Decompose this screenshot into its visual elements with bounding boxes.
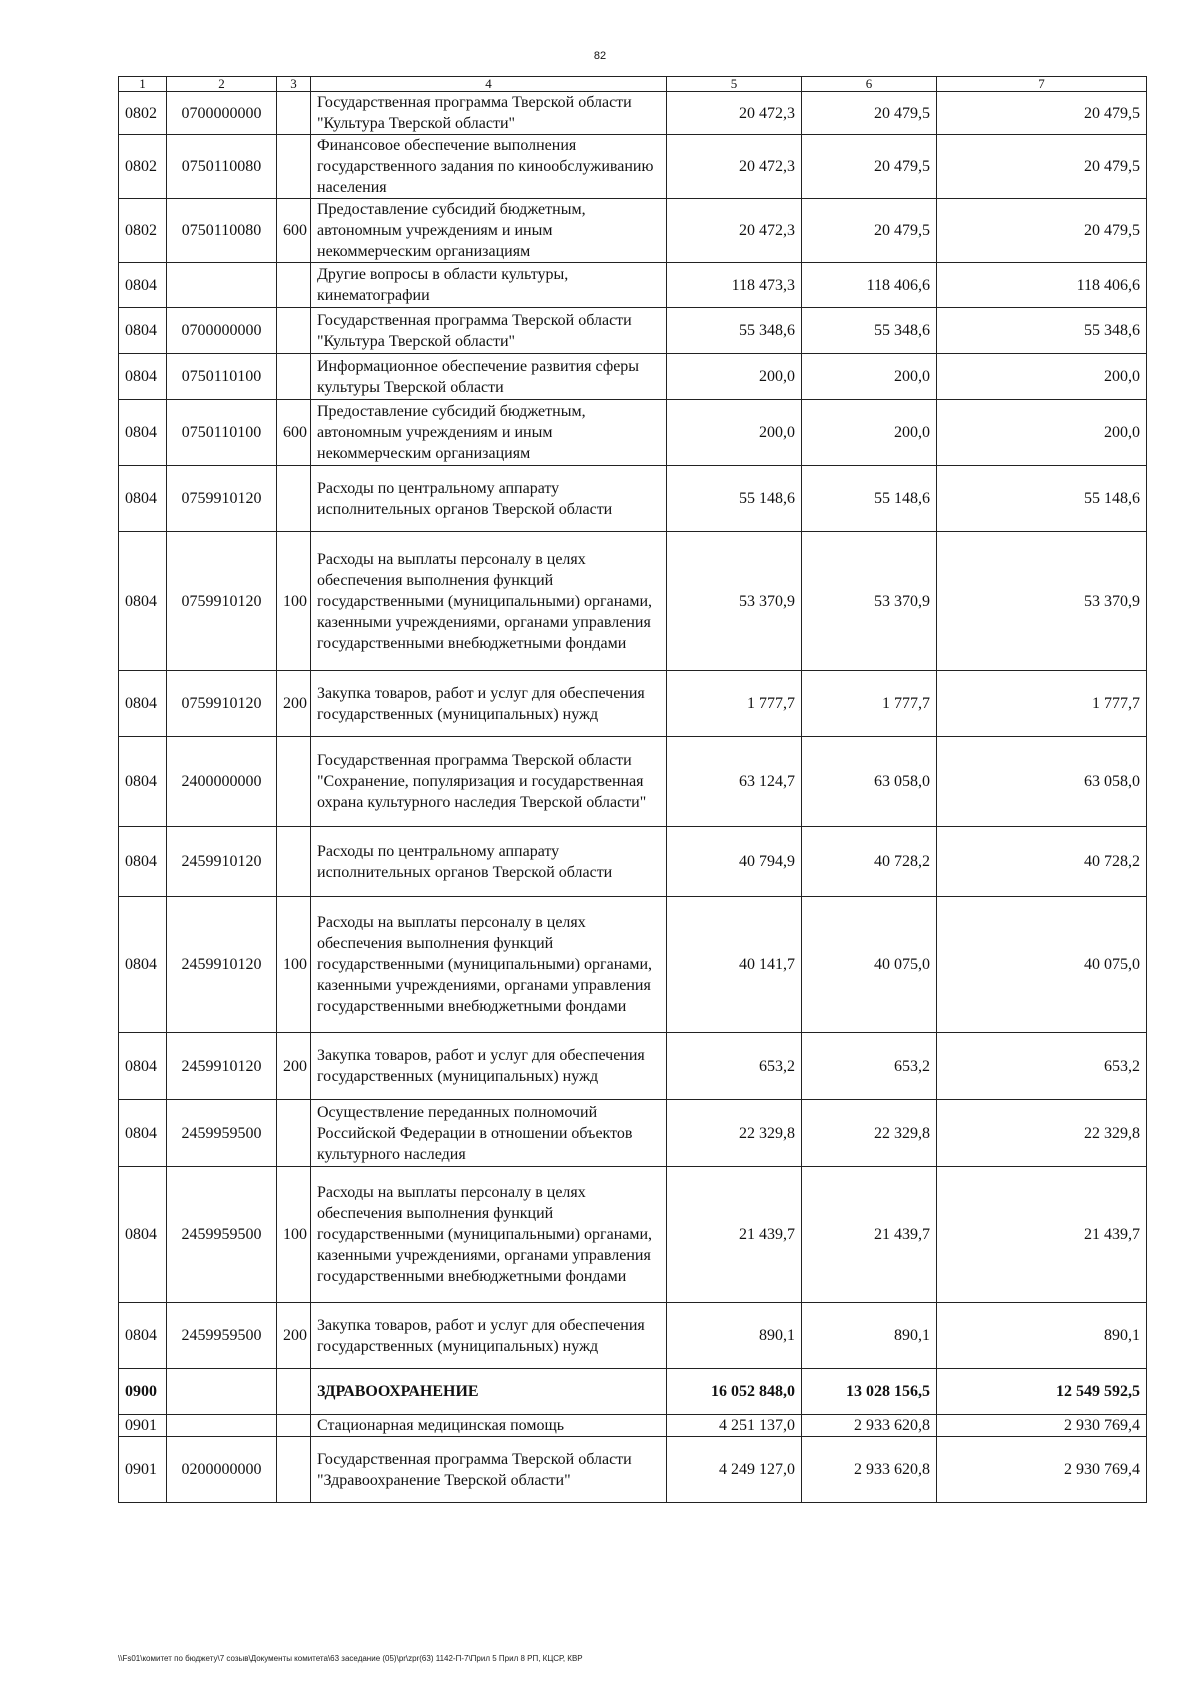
amount-col6: 53 370,9: [802, 532, 937, 671]
section-code: 0802: [119, 92, 167, 135]
amount-col7: 53 370,9: [937, 532, 1147, 671]
section-code: 0901: [119, 1437, 167, 1503]
item-name: Закупка товаров, работ и услуг для обеспечения государственных (муниципальных) нужд: [311, 1033, 667, 1100]
table-row: [119, 308, 1147, 354]
expense-type-code: [277, 737, 311, 827]
target-code: 2459910120: [167, 897, 277, 1033]
amount-col5: 20 472,3: [667, 92, 802, 135]
amount-col6: 13 028 156,5: [802, 1369, 937, 1415]
table-row: [119, 466, 1147, 532]
amount-col5: 200,0: [667, 354, 802, 400]
amount-col7: 118 406,6: [937, 263, 1147, 308]
target-code: 2459959500: [167, 1100, 277, 1167]
amount-col5: 4 249 127,0: [667, 1437, 802, 1503]
column-header: 7: [937, 77, 1147, 92]
amount-col5: 55 348,6: [667, 308, 802, 354]
budget-table: [118, 76, 1147, 1503]
target-code: 0750110080: [167, 199, 277, 263]
section-code: 0804: [119, 1100, 167, 1167]
amount-col6: 21 439,7: [802, 1167, 937, 1303]
table-row: [119, 1100, 1147, 1167]
amount-col6: 200,0: [802, 400, 937, 466]
amount-col5: 20 472,3: [667, 135, 802, 199]
section-code: 0804: [119, 354, 167, 400]
amount-col7: 1 777,7: [937, 671, 1147, 737]
amount-col5: 22 329,8: [667, 1100, 802, 1167]
amount-col5: 53 370,9: [667, 532, 802, 671]
target-code: [167, 1415, 277, 1437]
target-code: 2459959500: [167, 1303, 277, 1369]
column-number-row: [119, 77, 1147, 92]
target-code: [167, 1369, 277, 1415]
amount-col6: 200,0: [802, 354, 937, 400]
item-name: Расходы на выплаты персоналу в целях обеспечения выполнения функций государственными (муниципальными) органами, казенными учреждениями, органами управления государственными внебюджетными фондами: [311, 1167, 667, 1303]
table-row: [119, 1303, 1147, 1369]
amount-col7: 2 930 769,4: [937, 1415, 1147, 1437]
item-name: Финансовое обеспечение выполнения государственного задания по кинообслуживанию населения: [311, 135, 667, 199]
target-code: 0759910120: [167, 532, 277, 671]
table-row: [119, 1415, 1147, 1437]
amount-col6: 55 148,6: [802, 466, 937, 532]
section-code: 0804: [119, 897, 167, 1033]
section-code: 0804: [119, 466, 167, 532]
amount-col6: 20 479,5: [802, 92, 937, 135]
amount-col7: 2 930 769,4: [937, 1437, 1147, 1503]
table-row: [119, 400, 1147, 466]
target-code: 2459910120: [167, 827, 277, 897]
item-name: ЗДРАВООХРАНЕНИЕ: [311, 1369, 667, 1415]
item-name: Расходы на выплаты персоналу в целях обеспечения выполнения функций государственными (муниципальными) органами, казенными учреждениями, органами управления государственными внебюджетными фондами: [311, 897, 667, 1033]
target-code: 0700000000: [167, 92, 277, 135]
target-code: 0750110100: [167, 400, 277, 466]
expense-type-code: [277, 308, 311, 354]
table-row: [119, 92, 1147, 135]
expense-type-code: 100: [277, 897, 311, 1033]
table-row: [119, 1033, 1147, 1100]
target-code: 0700000000: [167, 308, 277, 354]
item-name: Государственная программа Тверской области "Культура Тверской области": [311, 92, 667, 135]
table-row: [119, 532, 1147, 671]
amount-col7: 20 479,5: [937, 135, 1147, 199]
amount-col7: 653,2: [937, 1033, 1147, 1100]
amount-col5: 20 472,3: [667, 199, 802, 263]
table-row: [119, 1369, 1147, 1415]
amount-col7: 55 348,6: [937, 308, 1147, 354]
amount-col5: 890,1: [667, 1303, 802, 1369]
table-row: [119, 897, 1147, 1033]
amount-col7: 22 329,8: [937, 1100, 1147, 1167]
table-row: [119, 827, 1147, 897]
table-row: [119, 1167, 1147, 1303]
column-header: 2: [167, 77, 277, 92]
amount-col7: 890,1: [937, 1303, 1147, 1369]
section-code: 0804: [119, 400, 167, 466]
target-code: 0759910120: [167, 466, 277, 532]
amount-col6: 55 348,6: [802, 308, 937, 354]
table-row: [119, 671, 1147, 737]
amount-col6: 20 479,5: [802, 135, 937, 199]
expense-type-code: 200: [277, 671, 311, 737]
section-code: 0804: [119, 263, 167, 308]
item-name: Стационарная медицинская помощь: [311, 1415, 667, 1437]
target-code: 2459959500: [167, 1167, 277, 1303]
amount-col6: 1 777,7: [802, 671, 937, 737]
amount-col5: 653,2: [667, 1033, 802, 1100]
amount-col6: 20 479,5: [802, 199, 937, 263]
section-code: 0804: [119, 1303, 167, 1369]
amount-col6: 63 058,0: [802, 737, 937, 827]
table-row: [119, 737, 1147, 827]
amount-col6: 118 406,6: [802, 263, 937, 308]
section-code: 0802: [119, 135, 167, 199]
page-number: 82: [593, 50, 607, 62]
column-header: 3: [277, 77, 311, 92]
amount-col7: 20 479,5: [937, 92, 1147, 135]
expense-type-code: [277, 1415, 311, 1437]
target-code: [167, 263, 277, 308]
amount-col5: 21 439,7: [667, 1167, 802, 1303]
expense-type-code: 200: [277, 1303, 311, 1369]
expense-type-code: [277, 1369, 311, 1415]
section-code: 0804: [119, 1033, 167, 1100]
target-code: 2400000000: [167, 737, 277, 827]
expense-type-code: 600: [277, 199, 311, 263]
expense-type-code: [277, 827, 311, 897]
item-name: Государственная программа Тверской области "Здравоохранение Тверской области": [311, 1437, 667, 1503]
target-code: 0759910120: [167, 671, 277, 737]
amount-col6: 890,1: [802, 1303, 937, 1369]
amount-col5: 55 148,6: [667, 466, 802, 532]
target-code: 0200000000: [167, 1437, 277, 1503]
item-name: Предоставление субсидий бюджетным, автономным учреждениям и иным некоммерческим организациям: [311, 400, 667, 466]
amount-col5: 200,0: [667, 400, 802, 466]
amount-col7: 40 075,0: [937, 897, 1147, 1033]
column-header: 6: [802, 77, 937, 92]
amount-col7: 21 439,7: [937, 1167, 1147, 1303]
item-name: Расходы по центральному аппарату исполнительных органов Тверской области: [311, 466, 667, 532]
section-code: 0804: [119, 737, 167, 827]
expense-type-code: [277, 1437, 311, 1503]
amount-col7: 200,0: [937, 354, 1147, 400]
target-code: 2459910120: [167, 1033, 277, 1100]
expense-type-code: [277, 354, 311, 400]
expense-type-code: [277, 466, 311, 532]
table-row: [119, 1437, 1147, 1503]
expense-type-code: [277, 1100, 311, 1167]
amount-col6: 22 329,8: [802, 1100, 937, 1167]
table-row: [119, 199, 1147, 263]
section-code: 0804: [119, 1167, 167, 1303]
amount-col7: 63 058,0: [937, 737, 1147, 827]
column-header: 1: [119, 77, 167, 92]
file-path-footer: \\Fs01\комитет по бюджету\7 созыв\Документы комитета\63 заседание (05)\pr\zpr(63) 1142-П-7\Прил 5 Прил 8 РП, КЦСР, КВР: [118, 1654, 583, 1663]
amount-col5: 16 052 848,0: [667, 1369, 802, 1415]
table-row: [119, 354, 1147, 400]
item-name: Информационное обеспечение развития сферы культуры Тверской области: [311, 354, 667, 400]
item-name: Предоставление субсидий бюджетным, автономным учреждениям и иным некоммерческим организациям: [311, 199, 667, 263]
amount-col6: 2 933 620,8: [802, 1437, 937, 1503]
amount-col7: 12 549 592,5: [937, 1369, 1147, 1415]
column-header: 4: [311, 77, 667, 92]
target-code: 0750110100: [167, 354, 277, 400]
target-code: 0750110080: [167, 135, 277, 199]
item-name: Государственная программа Тверской области "Культура Тверской области": [311, 308, 667, 354]
amount-col6: 40 728,2: [802, 827, 937, 897]
expense-type-code: 100: [277, 1167, 311, 1303]
amount-col5: 40 141,7: [667, 897, 802, 1033]
section-code: 0901: [119, 1415, 167, 1437]
expense-type-code: [277, 135, 311, 199]
item-name: Расходы на выплаты персоналу в целях обеспечения выполнения функций государственными (муниципальными) органами, казенными учреждениями, органами управления государственными внебюджетными фондами: [311, 532, 667, 671]
amount-col5: 63 124,7: [667, 737, 802, 827]
amount-col5: 40 794,9: [667, 827, 802, 897]
item-name: Закупка товаров, работ и услуг для обеспечения государственных (муниципальных) нужд: [311, 1303, 667, 1369]
section-code: 0804: [119, 308, 167, 354]
amount-col7: 200,0: [937, 400, 1147, 466]
table-row: [119, 263, 1147, 308]
amount-col5: 4 251 137,0: [667, 1415, 802, 1437]
amount-col6: 40 075,0: [802, 897, 937, 1033]
amount-col5: 118 473,3: [667, 263, 802, 308]
amount-col7: 55 148,6: [937, 466, 1147, 532]
item-name: Расходы по центральному аппарату исполнительных органов Тверской области: [311, 827, 667, 897]
amount-col7: 40 728,2: [937, 827, 1147, 897]
item-name: Государственная программа Тверской области "Сохранение, популяризация и государственная охрана культурного наследия Тверской области": [311, 737, 667, 827]
section-code: 0802: [119, 199, 167, 263]
section-code: 0804: [119, 532, 167, 671]
expense-type-code: 600: [277, 400, 311, 466]
expense-type-code: [277, 92, 311, 135]
item-name: Другие вопросы в области культуры, кинематографии: [311, 263, 667, 308]
item-name: Осуществление переданных полномочий Российской Федерации в отношении объектов культурного наследия: [311, 1100, 667, 1167]
expense-type-code: 100: [277, 532, 311, 671]
section-code: 0804: [119, 827, 167, 897]
section-code: 0900: [119, 1369, 167, 1415]
item-name: Закупка товаров, работ и услуг для обеспечения государственных (муниципальных) нужд: [311, 671, 667, 737]
section-code: 0804: [119, 671, 167, 737]
amount-col6: 653,2: [802, 1033, 937, 1100]
amount-col7: 20 479,5: [937, 199, 1147, 263]
expense-type-code: 200: [277, 1033, 311, 1100]
expense-type-code: [277, 263, 311, 308]
table-row: [119, 135, 1147, 199]
column-header: 5: [667, 77, 802, 92]
amount-col6: 2 933 620,8: [802, 1415, 937, 1437]
amount-col5: 1 777,7: [667, 671, 802, 737]
